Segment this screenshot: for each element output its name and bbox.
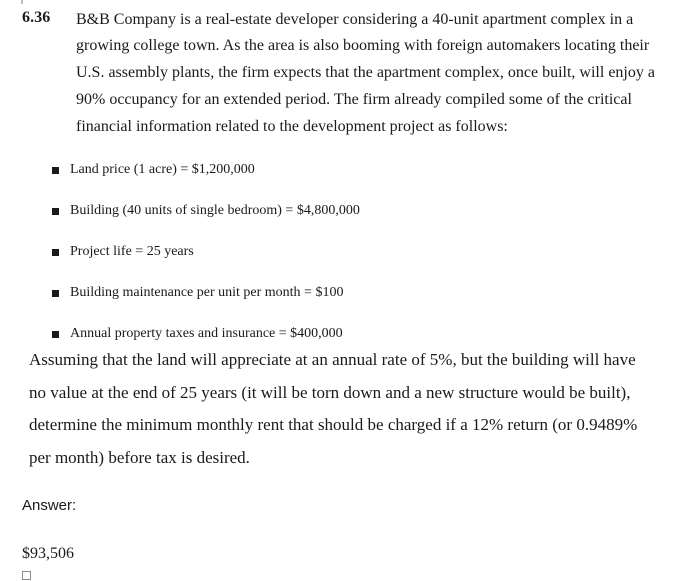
bullet-square-icon bbox=[52, 331, 59, 338]
question-line: Assuming that the land will appreciate at an annual rate of 5%, but the building will have bbox=[29, 350, 636, 369]
bullet-square-icon bbox=[52, 290, 59, 297]
list-item-text: Land price (1 acre) = $1,200,000 bbox=[70, 162, 255, 177]
intro-line: 90% occupancy for an extended period. The firm already compiled some of the critical bbox=[76, 91, 632, 108]
answer-label: Answer: bbox=[22, 497, 77, 514]
question-line: per month) before tax is desired. bbox=[29, 447, 250, 467]
list-item-text: Project life = 25 years bbox=[70, 244, 194, 259]
intro-line: B&B Company is a real-estate developer considering a 40-unit apartment complex in a bbox=[76, 11, 634, 28]
intro-line: growing college town. As the area is also booming with foreign automakers locating their bbox=[76, 37, 650, 54]
list-item bbox=[52, 323, 343, 345]
intro-line: financial information related to the development project as follows: bbox=[76, 118, 508, 135]
intro-line: U.S. assembly plants, the firm expects that the apartment complex, once built, will enjoy a bbox=[76, 64, 655, 81]
list-item bbox=[52, 159, 255, 181]
list-item-text: Annual property taxes and insurance = $400,000 bbox=[70, 326, 343, 341]
answer-checkbox[interactable] bbox=[22, 571, 31, 580]
list-item-text: Building (40 units of single bedroom) = $4,800,000 bbox=[70, 203, 360, 218]
answer-value: $93,506 bbox=[22, 545, 74, 562]
problem-number: 6.36 bbox=[22, 9, 51, 26]
bullet-square-icon bbox=[52, 208, 59, 215]
question-line: no value at the end of 25 years (it will be torn down and a new structure would be built), bbox=[29, 382, 631, 402]
question-line: determine the minimum monthly rent that should be charged if a 12% return (or 0.9489% bbox=[29, 415, 638, 434]
bullet-square-icon bbox=[52, 249, 59, 256]
bullet-square-icon bbox=[52, 167, 59, 174]
list-item bbox=[52, 241, 194, 263]
list-item bbox=[52, 282, 343, 304]
list-item bbox=[52, 200, 360, 222]
question-text bbox=[29, 344, 637, 474]
list-item-text: Building maintenance per unit per month = $100 bbox=[70, 285, 344, 300]
page-edge-mark bbox=[21, 0, 23, 4]
